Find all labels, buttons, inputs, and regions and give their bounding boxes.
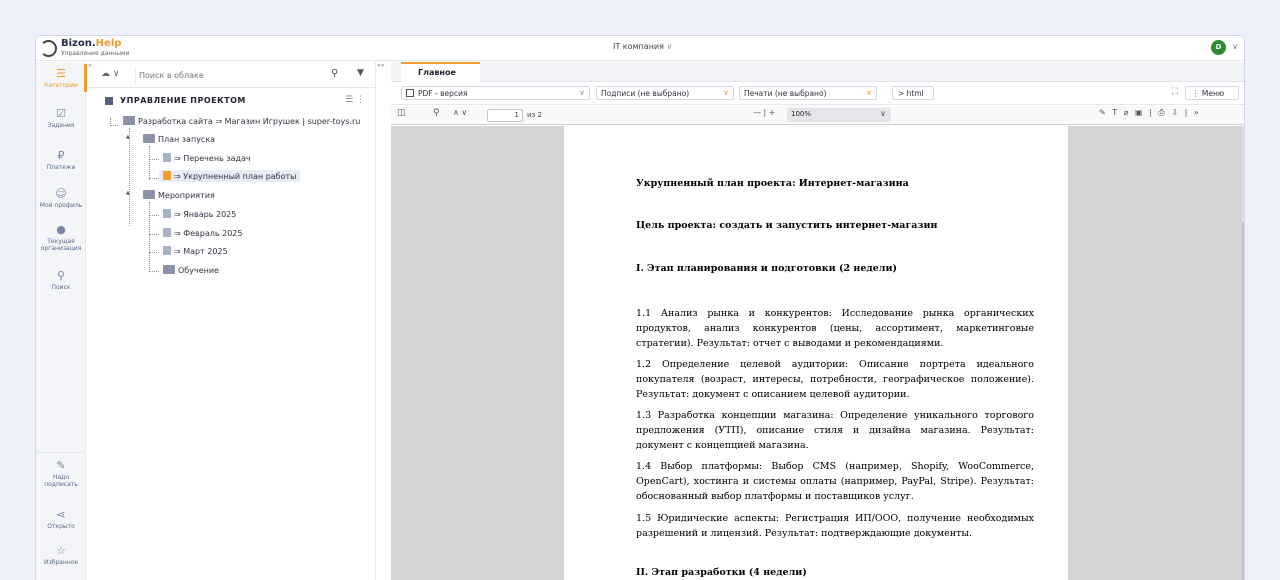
tree-node-label: Обучение [178, 266, 219, 275]
tree-node-label: ⇒ Перечень задач [174, 154, 251, 163]
zoom-value: 100% [791, 110, 812, 118]
tree-node-selected[interactable] [159, 170, 300, 182]
logo-subtitle: Управление данными [61, 50, 130, 57]
nav-item-profile[interactable] [36, 188, 86, 209]
document-title: Укрупненный план проекта: Интернет-магазина [636, 178, 909, 189]
logo-accent: Help [95, 38, 122, 49]
star-icon: ☆ [56, 544, 66, 557]
organization-name: IT компания [613, 42, 664, 51]
search-bar [87, 62, 375, 88]
nav-label: Мой профиль [39, 202, 83, 209]
logo[interactable] [61, 38, 121, 49]
nav-item-opened[interactable] [36, 509, 86, 530]
organization-selector[interactable] [613, 42, 672, 51]
tree-node-label: Разработка сайта ⇒ Магазин Игрушек | super-toys.ru [138, 117, 361, 126]
app-window [35, 35, 1245, 580]
nav-item-favorites[interactable] [36, 545, 86, 566]
logo-name: Bizon. [61, 38, 96, 49]
folder-icon [105, 97, 113, 105]
folder-icon [143, 190, 155, 199]
page-nav-icon[interactable]: ∧ ∨ [453, 108, 468, 117]
pdf-viewer[interactable] [391, 126, 1242, 580]
nav-item-to-sign[interactable] [36, 460, 86, 488]
paragraph: 1.1 Анализ рынка и конкурентов: Исследование рынка органических продуктов, анализ конкурентов (цены, ассортимент, маркетинговые стратегии). Результат: отчет с выводами и рекомендациями. [636, 308, 1034, 349]
nav-divider [36, 452, 86, 453]
zoom-select[interactable] [787, 108, 891, 122]
expander-icon[interactable]: ▲ [126, 134, 130, 140]
tab-main[interactable]: Главное [401, 62, 480, 82]
tree-node-label: ⇒ Март 2025 [174, 247, 228, 256]
nav-label: Надо подписать [44, 474, 78, 488]
chevron-down-icon: ∨ [579, 88, 585, 97]
left-nav [36, 62, 86, 580]
tasks-icon: ☑ [56, 107, 66, 120]
chevron-down-icon: ∨ [723, 88, 729, 97]
tree-node[interactable] [143, 134, 215, 144]
tree-node[interactable] [163, 265, 219, 275]
paragraph: 1.4 Выбор платформы: Выбор CMS (например, Shopify, WooCommerce, OpenCart), хостинга и системы оплаты (например, PayPal, Stripe). Результат: обоснованный выбор платформы и поставщиков услуг. [636, 461, 1034, 502]
nav-item-tasks[interactable] [36, 108, 86, 129]
logo-icon [40, 40, 57, 57]
search-input[interactable] [135, 67, 335, 83]
pdf-page [564, 126, 1068, 580]
tree-node-label: ⇒ Укрупненный план работы [174, 172, 297, 181]
sidebar-toggle-icon[interactable]: ◫ [397, 108, 406, 118]
nav-label: Открыто [47, 523, 75, 530]
scrollbar[interactable] [1242, 126, 1245, 580]
nav-item-payments[interactable] [36, 150, 86, 171]
tree-node-label: ⇒ Январь 2025 [174, 210, 237, 219]
document-icon [163, 228, 171, 237]
search-icon: ⚲ [56, 269, 66, 282]
paragraph: 1.5 Юридические аспекты: Регистрация ИП/ООО, получение необходимых разрешений и лицензий. Результат: подтверждающие документы. [636, 513, 1034, 539]
chevron-down-icon: ∨ [866, 88, 872, 97]
collapse-left-icon[interactable]: « [88, 62, 92, 69]
nav-item-search[interactable] [36, 270, 86, 291]
nav-label: Текущая организация [40, 238, 82, 252]
filter-icon[interactable]: ▼ [357, 68, 364, 78]
nav-label: Задания [47, 122, 75, 129]
nav-item-organization[interactable] [36, 224, 86, 252]
nav-label: Поиск [51, 284, 71, 291]
user-icon: ☺ [55, 187, 67, 200]
annotation-tools-icon[interactable]: ✎ T ⌀ ▣ | ⎙ ⇩ | » [1099, 108, 1201, 117]
tree-node[interactable] [163, 209, 236, 219]
tree-root[interactable] [123, 116, 360, 126]
avatar[interactable]: D [1211, 40, 1226, 55]
tree-node-label: ⇒ Февраль 2025 [174, 229, 243, 238]
stamps-value: Печати (не выбрано) [744, 89, 827, 98]
zoom-out-in-icon[interactable]: — | + [753, 108, 776, 117]
nav-item-categories[interactable] [36, 68, 86, 89]
document-pane [391, 62, 1245, 580]
folder-icon [143, 134, 155, 143]
format-value: PDF - версия [418, 89, 468, 98]
tree-node[interactable] [163, 153, 251, 163]
ruble-icon: ₽ [57, 149, 65, 162]
scrollbar-thumb[interactable] [1242, 222, 1245, 580]
tree-node[interactable] [163, 246, 228, 256]
tree-node[interactable] [163, 228, 242, 238]
signatures-value: Подписи (не выбрано) [601, 89, 690, 98]
document-icon [163, 171, 171, 180]
fullscreen-icon[interactable]: ⛶ [1171, 87, 1178, 97]
paragraph: 1.2 Определение целевой аудитории: Описание портрета идеального покупателя (возраст, интересы, потребности, географическое положение). Результат: документ с описанием целевой аудитории. [636, 359, 1034, 400]
list-icon: ☰ [56, 67, 66, 80]
top-bar [36, 36, 1244, 61]
document-icon [163, 209, 171, 218]
expander-icon[interactable]: ▲ [126, 190, 130, 196]
folder-icon [163, 265, 175, 274]
chevron-down-icon: ∨ [880, 109, 886, 118]
pdf-icon [406, 89, 414, 97]
find-icon[interactable]: ⚲ [433, 108, 440, 118]
stamps-select[interactable] [739, 86, 877, 100]
document-icon [163, 246, 171, 255]
tabs [391, 62, 1245, 82]
tree-node-label: План запуска [158, 135, 216, 144]
document-toolbar [391, 82, 1245, 105]
nav-label: Категории [44, 82, 78, 89]
tree-header: УПРАВЛЕНИЕ ПРОЕКТОМ [120, 96, 246, 105]
location-icon: ● [56, 223, 66, 236]
nav-label: Избранное [43, 559, 79, 566]
menu-button[interactable]: ⋮ Меню [1185, 86, 1239, 100]
cloud-icon[interactable]: ☁ ∨ [101, 69, 120, 79]
tree-menu-icon[interactable]: ☰ ⋮ [345, 95, 365, 105]
pen-icon: ✎ [56, 459, 66, 472]
format-select[interactable] [401, 86, 590, 100]
document-goal: Цель проекта: создать и запустить интернет-магазин [636, 220, 938, 231]
chevron-down-icon: ∨ [666, 42, 673, 51]
share-icon: ⋖ [56, 508, 66, 521]
paragraph: 1.3 Разработка концепции магазина: Определение уникального торгового предложения (УТП), описание стиля и дизайна магазина. Результат: документ с концепцией магазина. [636, 410, 1034, 451]
tree-node[interactable] [143, 190, 215, 200]
section-heading: II. Этап разработки (4 недели) [636, 567, 807, 578]
tree-pane [87, 62, 376, 580]
folder-icon [123, 116, 135, 125]
page-number-input[interactable]: 1 [487, 109, 523, 122]
document-icon [163, 153, 171, 162]
chevron-down-icon[interactable]: ∨ [1232, 42, 1238, 51]
splitter-handle-icon[interactable]: «» [377, 62, 385, 69]
search-icon[interactable]: ⚲ [331, 68, 339, 79]
tree-node-label: Мероприятия [158, 191, 215, 200]
pdf-toolbar [391, 106, 1245, 125]
section-heading: I. Этап планирования и подготовки (2 недели) [636, 263, 897, 274]
nav-label: Платежи [46, 164, 76, 171]
html-button[interactable]: > html [892, 86, 934, 100]
signatures-select[interactable] [596, 86, 734, 100]
page-count: из 2 [527, 111, 542, 119]
